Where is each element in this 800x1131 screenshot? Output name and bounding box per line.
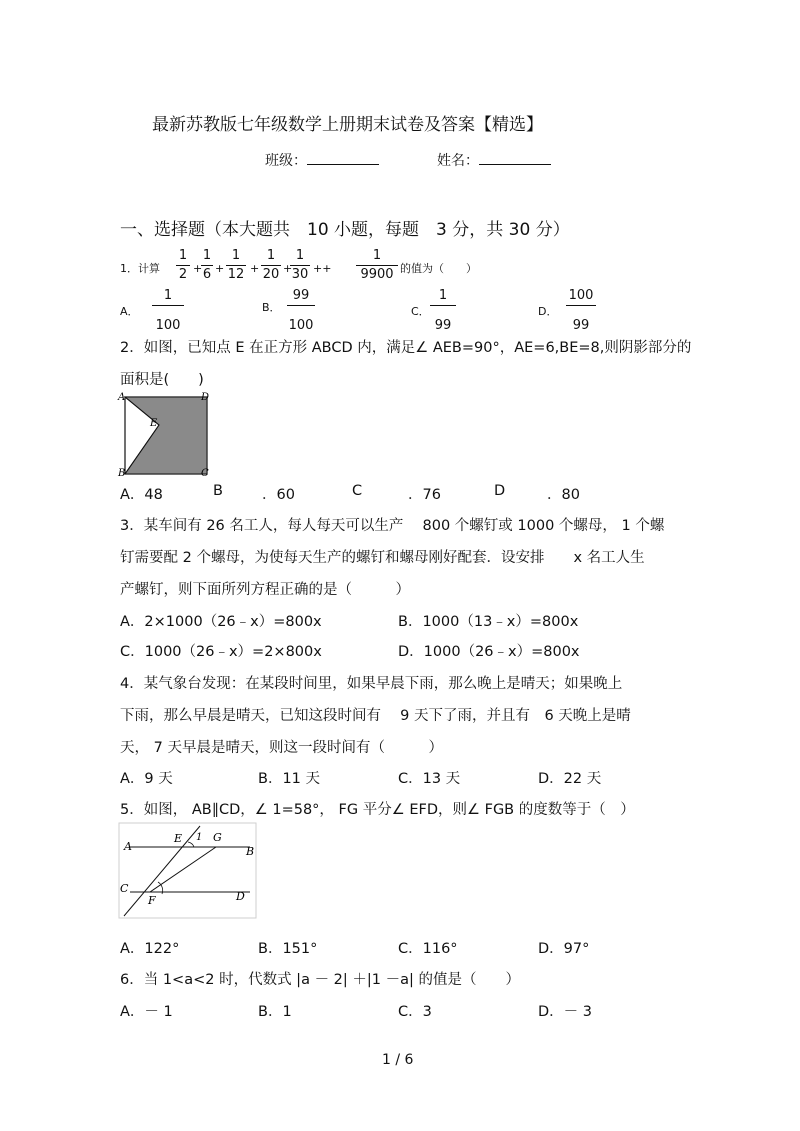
q4-line-3: 天， 7 天早晨是晴天，则这一段时间有（ ） xyxy=(120,740,443,756)
q2-option-b-value: ．60 xyxy=(262,487,295,503)
q2-option-c-letter: C xyxy=(352,483,363,499)
q1-frac-4: 1 20 xyxy=(262,248,280,282)
section-heading: 一、选择题（本大题共 10 小题，每题 3 分，共 30 分） xyxy=(120,220,570,240)
q2-line-2: 面积是( ) xyxy=(120,372,204,388)
page-title: 最新苏教版七年级数学上册期末试卷及答案【精选】 xyxy=(152,115,543,135)
name-blank xyxy=(479,152,551,165)
option-c-letter: C． xyxy=(411,305,430,318)
label-c: C xyxy=(201,468,209,478)
q5-option-d: D．97° xyxy=(538,941,590,957)
q6-option-d: D．－ 3 xyxy=(538,1004,592,1020)
q2-line-1: 2．如图，已知点 E 在正方形 ABCD 内，满足∠ AEB=90°，AE=6,BE=8,则阴影部分的 xyxy=(120,340,692,356)
class-blank xyxy=(307,152,379,165)
q1-prefix: 1．计算 xyxy=(120,262,160,275)
label-e: E xyxy=(174,832,183,845)
parallel-lines-figure xyxy=(118,822,258,920)
q2-option-b-letter: B xyxy=(213,483,223,499)
q4-option-b: B．11 天 xyxy=(258,771,321,787)
name-label: 姓名： xyxy=(437,153,479,169)
q2-option-a: A．48 xyxy=(120,487,163,503)
option-d-letter: D． xyxy=(538,305,558,318)
option-a-letter: A． xyxy=(120,305,139,318)
q6-option-c: C．3 xyxy=(398,1004,432,1020)
square-figure xyxy=(117,390,213,478)
q5-line-1: 5．如图， AB∥CD，∠ 1=58°， FG 平分∠ EFD，则∠ FGB 的度数等于（ ） xyxy=(120,802,635,818)
ellipsis-plus: ++ xyxy=(313,262,332,275)
label-c: C xyxy=(120,882,129,895)
plus-sign: + xyxy=(283,262,293,275)
label-d: D xyxy=(201,392,210,403)
q3-option-a: A．2×1000（26﹣x）=800x xyxy=(120,614,322,630)
q3-option-b: B．1000（13﹣x）=800x xyxy=(398,614,579,630)
page-number: 1 / 6 xyxy=(382,1052,414,1068)
q3-option-c: C．1000（26﹣x）=2×800x xyxy=(120,644,322,660)
plus-sign: + xyxy=(193,262,203,275)
q1-frac-1: 1 2 xyxy=(176,248,190,283)
q2-option-c-value: ．76 xyxy=(408,487,441,503)
label-a: A xyxy=(124,840,132,853)
label-b: B xyxy=(246,845,255,858)
q3-line-2: 钉需要配 2 个螺母，为使每天生产的螺钉和螺母刚好配套．设安排 x 名工人生 xyxy=(120,550,645,566)
option-c-fraction: 1 99 xyxy=(430,288,456,334)
option-a-fraction: 1 100 xyxy=(152,288,184,334)
option-b-fraction: 99 100 xyxy=(288,288,314,333)
option-b-letter: B． xyxy=(262,301,281,314)
label-e: E xyxy=(150,418,158,429)
q1-frac-6: 1 9900 xyxy=(356,248,398,283)
q1-frac-5: 1 30 xyxy=(291,248,309,282)
label-angle-1: 1 xyxy=(196,832,203,843)
q4-option-a: A．9 天 xyxy=(120,771,173,787)
q4-line-2: 下雨，那么早晨是晴天，已知这段时间有 9 天下了雨，并且有 6 天晚上是晴 xyxy=(120,708,631,724)
q4-option-d: D．22 天 xyxy=(538,771,602,787)
plus-sign: + xyxy=(250,262,260,275)
class-field xyxy=(265,150,379,170)
label-d: D xyxy=(236,890,245,903)
q1-suffix: 的值为（ ） xyxy=(400,262,477,275)
plus-sign: + xyxy=(215,262,225,275)
q1-frac-2: 1 6 xyxy=(202,248,212,282)
q5-option-a: A．122° xyxy=(120,941,180,957)
q3-line-3: 产螺钉，则下面所列方程正确的是（ ） xyxy=(120,582,410,598)
q4-line-1: 4．某气象台发现：在某段时间里，如果早晨下雨，那么晚上是晴天；如果晚上 xyxy=(120,676,623,692)
q6-option-a: A．－ 1 xyxy=(120,1004,173,1020)
q5-option-b: B．151° xyxy=(258,941,318,957)
q4-option-c: C．13 天 xyxy=(398,771,461,787)
label-b: B xyxy=(118,468,126,478)
label-g: G xyxy=(213,831,222,844)
q3-line-1: 3．某车间有 26 名工人，每人每天可以生产 800 个螺钉或 1000 个螺母， 1 个螺 xyxy=(120,518,665,534)
q1-frac-3: 1 12 xyxy=(227,248,245,282)
q6-option-b: B．1 xyxy=(258,1004,292,1020)
label-a: A xyxy=(118,392,126,403)
q3-option-d: D．1000（26﹣x）=800x xyxy=(398,644,580,660)
option-d-fraction: 100 99 xyxy=(566,288,596,334)
q5-option-c: C．116° xyxy=(398,941,458,957)
q2-option-d-value: ．80 xyxy=(547,487,580,503)
class-label: 班级： xyxy=(265,153,307,169)
name-field xyxy=(437,150,551,170)
q2-option-d-letter: D xyxy=(494,483,506,499)
q6-line-1: 6．当 1<a<2 时，代数式 |a － 2| ＋|1 －a| 的值是（ ） xyxy=(120,972,520,988)
label-f: F xyxy=(148,894,156,907)
